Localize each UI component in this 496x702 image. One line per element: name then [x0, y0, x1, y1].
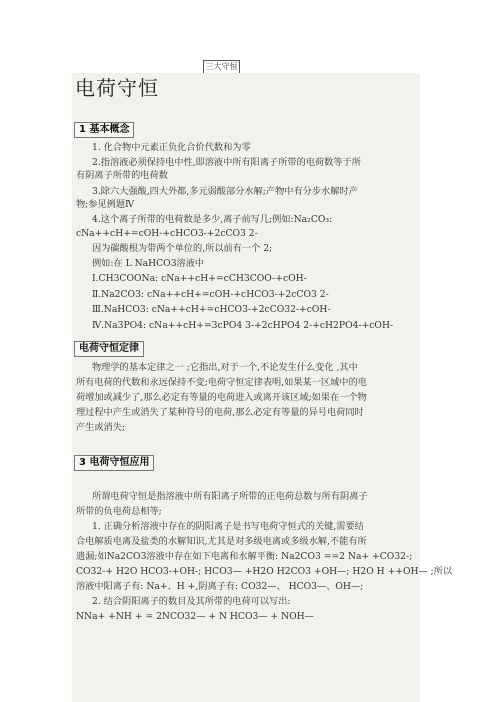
basic-line-1: 1. 化合物中元素正负化合价代数和为零 — [92, 142, 251, 153]
basic-line-2b: 有阴离子所带的电荷数 — [76, 170, 168, 181]
law-line-5: 产生或消失; — [76, 422, 126, 433]
page-title: 电荷守恒 — [75, 76, 159, 100]
example-1: Ⅰ.CH3COONa: cNa++cH+=cCH3COO-+cOH- — [92, 273, 307, 284]
basic-line-3b: 物;参见例题Ⅳ — [76, 199, 135, 210]
example-4: Ⅳ.Na3PO4: cNa++cH+=3cPO4 3-+2cHPO4 2-+cH2PO4-+cOH- — [92, 320, 394, 331]
app-line-6: CO32-+ H2O HCO3-+OH-; HCO3— +H2O H2CO3 +OH—; H2O H ++OH— ;所以 — [76, 566, 453, 577]
basic-line-2a: 2.指溶液必须保持电中性,即溶液中所有阳离子所带的电荷数等于所 — [92, 157, 361, 168]
app-line-8: 2. 结合阴阳离子的数目及其所带的电荷可以写出: — [92, 596, 291, 607]
law-line-1: 物理学的基本定律之一 ;它指出,对于一个,不论发生什么变化 ,其中 — [92, 362, 358, 373]
section-heading-charge-law: 电荷守恒定律 — [74, 341, 144, 357]
app-line-2: 所带的负电荷总相等; — [76, 506, 162, 517]
app-line-4: 合电解质电离及盐类的水解知识,尤其是对多级电离或多级水解,不能有所 — [76, 536, 367, 547]
app-line-7: 溶液中阳离子有: Na+、H +,阴离子有: CO32—、 HCO3—、OH—; — [76, 581, 364, 592]
section-heading-basic-concepts: 1 基本概念 — [74, 122, 134, 138]
basic-line-4b: cNa++cH+=cOH-+cHCO3-+2cCO3 2- — [76, 228, 258, 239]
app-line-3: 1. 正确分析溶液中存在的阴阳离子是书写电荷守恒式的关键,需要结 — [92, 521, 364, 532]
basic-line-6: 例如:在 L NaHCO3溶液中 — [92, 258, 205, 269]
app-line-9: NNa+ +NH + = 2NCO32— + N HCO3— + NOH— — [76, 611, 314, 622]
basic-line-5: 因为碳酸根为带两个单位的,所以前有一个 2; — [92, 243, 273, 254]
document-tag: 三大守恒 — [203, 60, 240, 74]
example-2: Ⅱ.Na2CO3: cNa++cH+=cOH-+cHCO3-+2cCO3 2- — [92, 289, 329, 300]
example-3: Ⅲ.NaHCO3: cNa++cH+=cHCO3-+2cCO32-+cOH- — [92, 304, 331, 315]
basic-line-3a: 3.除六大强酸,四大外都,多元弱酸部分水解;产物中有分步水解时产 — [92, 186, 358, 197]
section-heading-application: 3 电荷守恒应用 — [74, 455, 154, 471]
law-line-3: 荷增加或减少了,那么必定有等量的电荷进入或离开该区域;如果在一个物 — [76, 392, 367, 403]
law-line-2: 所有电荷的代数和永远保持不变;电荷守恒定律表明,如果某一区域中的电 — [76, 377, 367, 388]
law-line-4: 理过程中产生或消失了某种符号的电荷,那么必定有等量的异号电荷同时 — [76, 407, 364, 418]
app-line-5: 遗漏;如Na2CO3溶液中存在如下电离和水解平衡: Na2CO3 ==2 Na+ +CO32-; — [76, 551, 413, 562]
app-line-1: 所谓电荷守恒是指溶液中所有阳离子所带的正电荷总数与所有阴离子 — [92, 491, 368, 502]
basic-line-4a: 4.这个离子所带的电荷数是多少,离子前写几;例如:Na₂CO₃: — [92, 214, 333, 225]
